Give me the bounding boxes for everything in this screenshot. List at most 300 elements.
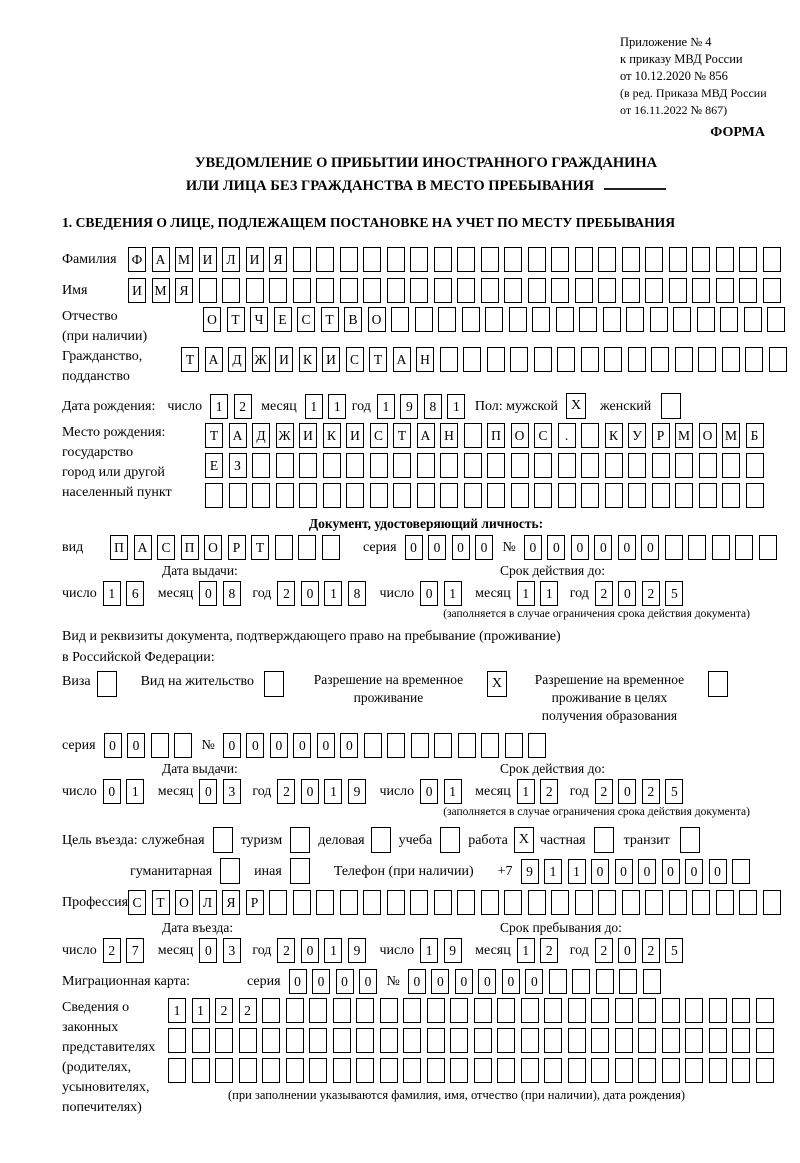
char-box[interactable]: 3 — [223, 779, 241, 804]
char-box[interactable] — [299, 483, 317, 508]
char-box[interactable]: 0 — [199, 581, 217, 606]
char-box[interactable]: И — [322, 347, 340, 372]
char-box[interactable] — [732, 998, 750, 1023]
char-box[interactable]: Ж — [276, 423, 294, 448]
char-box[interactable]: 0 — [301, 581, 319, 606]
char-box[interactable] — [403, 998, 421, 1023]
char-box[interactable]: 0 — [289, 969, 307, 994]
char-box[interactable] — [316, 890, 334, 915]
char-box[interactable]: С — [157, 535, 175, 560]
char-box[interactable] — [638, 1028, 656, 1053]
purpose-business-checkbox[interactable] — [371, 827, 391, 853]
char-box[interactable] — [333, 1058, 351, 1083]
char-box[interactable]: 0 — [104, 733, 122, 758]
char-box[interactable]: П — [181, 535, 199, 560]
char-box[interactable]: 0 — [452, 535, 470, 560]
char-box[interactable] — [286, 1058, 304, 1083]
char-box[interactable]: 1 — [568, 859, 586, 884]
char-box[interactable] — [685, 1058, 703, 1083]
char-box[interactable] — [174, 733, 192, 758]
char-box[interactable] — [528, 278, 546, 303]
char-box[interactable] — [699, 483, 717, 508]
char-box[interactable] — [598, 890, 616, 915]
char-box[interactable] — [487, 453, 505, 478]
char-box[interactable]: 0 — [615, 859, 633, 884]
char-box[interactable] — [464, 483, 482, 508]
char-box[interactable] — [722, 347, 740, 372]
char-box[interactable] — [673, 307, 691, 332]
char-box[interactable]: 1 — [210, 394, 228, 419]
char-box[interactable]: С — [297, 307, 315, 332]
char-box[interactable]: Б — [746, 423, 764, 448]
char-box[interactable]: Т — [181, 347, 199, 372]
char-box[interactable] — [434, 733, 452, 758]
char-box[interactable]: К — [299, 347, 317, 372]
char-box[interactable] — [568, 998, 586, 1023]
char-box[interactable]: 0 — [478, 969, 496, 994]
char-box[interactable]: Т — [205, 423, 223, 448]
char-box[interactable]: А — [229, 423, 247, 448]
char-box[interactable]: С — [128, 890, 146, 915]
char-box[interactable]: 0 — [618, 938, 636, 963]
char-box[interactable] — [598, 278, 616, 303]
char-box[interactable] — [622, 890, 640, 915]
char-box[interactable]: К — [323, 423, 341, 448]
char-box[interactable] — [763, 278, 781, 303]
char-box[interactable] — [340, 278, 358, 303]
char-box[interactable] — [511, 453, 529, 478]
char-box[interactable] — [434, 890, 452, 915]
char-box[interactable]: Т — [321, 307, 339, 332]
char-box[interactable] — [222, 278, 240, 303]
char-box[interactable] — [712, 535, 730, 560]
char-box[interactable]: 0 — [293, 733, 311, 758]
char-box[interactable] — [497, 1028, 515, 1053]
char-box[interactable] — [662, 1028, 680, 1053]
char-box[interactable] — [709, 998, 727, 1023]
char-box[interactable]: 0 — [571, 535, 589, 560]
char-box[interactable]: 0 — [301, 779, 319, 804]
char-box[interactable] — [581, 453, 599, 478]
char-box[interactable] — [698, 347, 716, 372]
residence-permit-checkbox[interactable] — [264, 671, 284, 697]
char-box[interactable]: 0 — [223, 733, 241, 758]
char-box[interactable] — [340, 890, 358, 915]
char-box[interactable]: 2 — [540, 779, 558, 804]
char-box[interactable]: Р — [228, 535, 246, 560]
char-box[interactable]: Д — [228, 347, 246, 372]
char-box[interactable]: В — [344, 307, 362, 332]
char-box[interactable]: 1 — [377, 394, 395, 419]
char-box[interactable] — [168, 1028, 186, 1053]
char-box[interactable] — [239, 1028, 257, 1053]
char-box[interactable] — [591, 1028, 609, 1053]
char-box[interactable]: 1 — [305, 394, 323, 419]
char-box[interactable]: 1 — [517, 938, 535, 963]
char-box[interactable] — [521, 1058, 539, 1083]
char-box[interactable]: 1 — [192, 998, 210, 1023]
char-box[interactable]: 0 — [420, 779, 438, 804]
char-box[interactable]: 2 — [277, 779, 295, 804]
char-box[interactable]: 0 — [594, 535, 612, 560]
char-box[interactable] — [528, 890, 546, 915]
char-box[interactable] — [688, 535, 706, 560]
char-box[interactable] — [403, 1028, 421, 1053]
char-box[interactable]: 9 — [348, 779, 366, 804]
char-box[interactable] — [380, 1058, 398, 1083]
char-box[interactable]: 6 — [126, 581, 144, 606]
char-box[interactable] — [628, 483, 646, 508]
char-box[interactable]: 1 — [324, 779, 342, 804]
char-box[interactable]: О — [368, 307, 386, 332]
char-box[interactable]: . — [558, 423, 576, 448]
char-box[interactable] — [763, 247, 781, 272]
char-box[interactable] — [434, 278, 452, 303]
purpose-official-checkbox[interactable] — [213, 827, 233, 853]
char-box[interactable] — [316, 278, 334, 303]
char-box[interactable] — [387, 890, 405, 915]
char-box[interactable]: 0 — [455, 969, 473, 994]
char-box[interactable]: А — [205, 347, 223, 372]
char-box[interactable] — [619, 969, 637, 994]
char-box[interactable]: 0 — [428, 535, 446, 560]
char-box[interactable]: Л — [199, 890, 217, 915]
char-box[interactable]: Ф — [128, 247, 146, 272]
purpose-other-checkbox[interactable] — [290, 858, 310, 884]
purpose-humanitarian-checkbox[interactable] — [220, 858, 240, 884]
char-box[interactable] — [199, 278, 217, 303]
char-box[interactable] — [549, 969, 567, 994]
char-box[interactable]: 9 — [400, 394, 418, 419]
char-box[interactable] — [151, 733, 169, 758]
char-box[interactable]: 2 — [595, 779, 613, 804]
char-box[interactable] — [323, 453, 341, 478]
char-box[interactable] — [756, 1028, 774, 1053]
char-box[interactable] — [474, 1058, 492, 1083]
char-box[interactable]: Н — [416, 347, 434, 372]
char-box[interactable] — [481, 278, 499, 303]
char-box[interactable] — [450, 998, 468, 1023]
char-box[interactable]: М — [152, 278, 170, 303]
char-box[interactable]: К — [605, 423, 623, 448]
char-box[interactable] — [450, 1058, 468, 1083]
char-box[interactable] — [558, 483, 576, 508]
char-box[interactable]: 8 — [348, 581, 366, 606]
char-box[interactable] — [239, 1058, 257, 1083]
char-box[interactable] — [699, 453, 717, 478]
purpose-private-checkbox[interactable] — [594, 827, 614, 853]
char-box[interactable] — [417, 483, 435, 508]
char-box[interactable] — [440, 347, 458, 372]
char-box[interactable]: 0 — [199, 779, 217, 804]
char-box[interactable] — [709, 1028, 727, 1053]
char-box[interactable]: Т — [393, 423, 411, 448]
visa-checkbox[interactable] — [97, 671, 117, 697]
char-box[interactable]: С — [346, 347, 364, 372]
char-box[interactable]: П — [110, 535, 128, 560]
char-box[interactable] — [544, 1058, 562, 1083]
char-box[interactable] — [370, 453, 388, 478]
char-box[interactable]: 0 — [524, 535, 542, 560]
char-box[interactable] — [739, 890, 757, 915]
char-box[interactable]: 9 — [444, 938, 462, 963]
char-box[interactable]: 8 — [424, 394, 442, 419]
char-box[interactable]: И — [246, 247, 264, 272]
char-box[interactable] — [716, 278, 734, 303]
char-box[interactable]: 2 — [239, 998, 257, 1023]
char-box[interactable] — [662, 1058, 680, 1083]
char-box[interactable]: 2 — [234, 394, 252, 419]
char-box[interactable] — [604, 347, 622, 372]
purpose-study-checkbox[interactable] — [440, 827, 460, 853]
char-box[interactable]: 0 — [246, 733, 264, 758]
char-box[interactable]: 0 — [618, 779, 636, 804]
char-box[interactable] — [628, 347, 646, 372]
char-box[interactable] — [645, 890, 663, 915]
char-box[interactable]: Р — [652, 423, 670, 448]
char-box[interactable] — [568, 1058, 586, 1083]
char-box[interactable]: 1 — [324, 938, 342, 963]
char-box[interactable]: 0 — [199, 938, 217, 963]
char-box[interactable] — [739, 278, 757, 303]
char-box[interactable]: 0 — [547, 535, 565, 560]
char-box[interactable] — [410, 890, 428, 915]
char-box[interactable] — [544, 1028, 562, 1053]
char-box[interactable] — [464, 423, 482, 448]
char-box[interactable] — [415, 307, 433, 332]
char-box[interactable] — [709, 1058, 727, 1083]
char-box[interactable] — [215, 1058, 233, 1083]
char-box[interactable] — [487, 483, 505, 508]
char-box[interactable] — [509, 307, 527, 332]
char-box[interactable] — [745, 347, 763, 372]
char-box[interactable] — [293, 278, 311, 303]
char-box[interactable] — [309, 1028, 327, 1053]
char-box[interactable] — [626, 307, 644, 332]
char-box[interactable] — [669, 278, 687, 303]
char-box[interactable]: 0 — [420, 581, 438, 606]
char-box[interactable]: М — [675, 423, 693, 448]
char-box[interactable] — [652, 483, 670, 508]
char-box[interactable] — [544, 998, 562, 1023]
char-box[interactable] — [662, 998, 680, 1023]
char-box[interactable] — [645, 247, 663, 272]
char-box[interactable]: 0 — [618, 535, 636, 560]
char-box[interactable] — [575, 890, 593, 915]
char-box[interactable] — [487, 347, 505, 372]
char-box[interactable] — [387, 733, 405, 758]
char-box[interactable] — [534, 347, 552, 372]
char-box[interactable] — [722, 453, 740, 478]
char-box[interactable] — [692, 247, 710, 272]
char-box[interactable]: 5 — [665, 581, 683, 606]
char-box[interactable] — [269, 890, 287, 915]
char-box[interactable] — [387, 278, 405, 303]
char-box[interactable] — [463, 347, 481, 372]
char-box[interactable] — [581, 483, 599, 508]
char-box[interactable] — [716, 890, 734, 915]
char-box[interactable]: 0 — [405, 535, 423, 560]
char-box[interactable] — [685, 1028, 703, 1053]
char-box[interactable] — [485, 307, 503, 332]
char-box[interactable]: 1 — [168, 998, 186, 1023]
char-box[interactable]: Т — [369, 347, 387, 372]
char-box[interactable]: 9 — [521, 859, 539, 884]
char-box[interactable] — [638, 1058, 656, 1083]
char-box[interactable] — [457, 247, 475, 272]
char-box[interactable] — [192, 1058, 210, 1083]
char-box[interactable] — [364, 733, 382, 758]
char-box[interactable]: 1 — [544, 859, 562, 884]
char-box[interactable] — [697, 307, 715, 332]
char-box[interactable]: 2 — [215, 998, 233, 1023]
char-box[interactable]: 0 — [662, 859, 680, 884]
char-box[interactable]: Е — [205, 453, 223, 478]
char-box[interactable]: А — [152, 247, 170, 272]
char-box[interactable] — [269, 278, 287, 303]
char-box[interactable]: О — [175, 890, 193, 915]
char-box[interactable] — [229, 483, 247, 508]
char-box[interactable]: О — [511, 423, 529, 448]
char-box[interactable]: Ж — [252, 347, 270, 372]
char-box[interactable] — [262, 1058, 280, 1083]
char-box[interactable]: 0 — [641, 535, 659, 560]
char-box[interactable] — [675, 483, 693, 508]
char-box[interactable] — [505, 733, 523, 758]
char-box[interactable] — [497, 998, 515, 1023]
char-box[interactable] — [286, 998, 304, 1023]
char-box[interactable]: Л — [222, 247, 240, 272]
char-box[interactable] — [438, 307, 456, 332]
char-box[interactable]: 3 — [223, 938, 241, 963]
char-box[interactable] — [322, 535, 340, 560]
char-box[interactable] — [363, 278, 381, 303]
char-box[interactable] — [575, 278, 593, 303]
char-box[interactable] — [481, 247, 499, 272]
char-box[interactable] — [756, 1058, 774, 1083]
char-box[interactable] — [603, 307, 621, 332]
char-box[interactable] — [615, 998, 633, 1023]
char-box[interactable]: Р — [246, 890, 264, 915]
char-box[interactable]: 1 — [517, 581, 535, 606]
char-box[interactable] — [440, 453, 458, 478]
char-box[interactable]: 2 — [540, 938, 558, 963]
char-box[interactable]: Д — [252, 423, 270, 448]
char-box[interactable]: 0 — [359, 969, 377, 994]
char-box[interactable] — [298, 535, 316, 560]
char-box[interactable] — [293, 247, 311, 272]
char-box[interactable]: Т — [152, 890, 170, 915]
char-box[interactable] — [356, 1028, 374, 1053]
char-box[interactable] — [521, 1028, 539, 1053]
char-box[interactable] — [457, 278, 475, 303]
char-box[interactable]: 0 — [431, 969, 449, 994]
char-box[interactable] — [685, 998, 703, 1023]
char-box[interactable] — [262, 1028, 280, 1053]
char-box[interactable] — [356, 1058, 374, 1083]
char-box[interactable]: И — [128, 278, 146, 303]
char-box[interactable]: 0 — [591, 859, 609, 884]
char-box[interactable] — [638, 998, 656, 1023]
char-box[interactable] — [356, 998, 374, 1023]
char-box[interactable]: О — [203, 307, 221, 332]
char-box[interactable] — [450, 1028, 468, 1053]
char-box[interactable] — [557, 347, 575, 372]
char-box[interactable] — [286, 1028, 304, 1053]
char-box[interactable] — [276, 453, 294, 478]
char-box[interactable] — [504, 278, 522, 303]
char-box[interactable]: 2 — [595, 938, 613, 963]
char-box[interactable] — [652, 453, 670, 478]
char-box[interactable] — [391, 307, 409, 332]
char-box[interactable]: Т — [251, 535, 269, 560]
char-box[interactable] — [622, 278, 640, 303]
char-box[interactable] — [746, 483, 764, 508]
char-box[interactable] — [665, 535, 683, 560]
char-box[interactable]: И — [199, 247, 217, 272]
char-box[interactable] — [534, 483, 552, 508]
char-box[interactable] — [581, 423, 599, 448]
char-box[interactable] — [333, 998, 351, 1023]
char-box[interactable] — [669, 890, 687, 915]
char-box[interactable]: У — [628, 423, 646, 448]
char-box[interactable] — [651, 347, 669, 372]
char-box[interactable]: А — [134, 535, 152, 560]
char-box[interactable]: 0 — [301, 938, 319, 963]
char-box[interactable] — [510, 347, 528, 372]
char-box[interactable] — [669, 247, 687, 272]
char-box[interactable]: Е — [274, 307, 292, 332]
char-box[interactable] — [309, 1058, 327, 1083]
sex-male-checkbox[interactable]: X — [566, 393, 586, 419]
char-box[interactable] — [457, 890, 475, 915]
char-box[interactable] — [568, 1028, 586, 1053]
char-box[interactable]: П — [487, 423, 505, 448]
char-box[interactable] — [462, 307, 480, 332]
char-box[interactable]: 1 — [420, 938, 438, 963]
char-box[interactable]: 0 — [475, 535, 493, 560]
char-box[interactable]: 0 — [317, 733, 335, 758]
char-box[interactable] — [722, 483, 740, 508]
char-box[interactable] — [605, 483, 623, 508]
char-box[interactable] — [474, 998, 492, 1023]
char-box[interactable]: 8 — [223, 581, 241, 606]
char-box[interactable] — [739, 247, 757, 272]
char-box[interactable]: 0 — [103, 779, 121, 804]
char-box[interactable] — [556, 307, 574, 332]
char-box[interactable] — [591, 998, 609, 1023]
char-box[interactable]: Н — [440, 423, 458, 448]
char-box[interactable] — [346, 453, 364, 478]
char-box[interactable]: М — [722, 423, 740, 448]
char-box[interactable] — [215, 1028, 233, 1053]
char-box[interactable]: А — [393, 347, 411, 372]
char-box[interactable]: 1 — [447, 394, 465, 419]
char-box[interactable]: 0 — [270, 733, 288, 758]
char-box[interactable]: 2 — [277, 938, 295, 963]
char-box[interactable] — [299, 453, 317, 478]
char-box[interactable] — [168, 1058, 186, 1083]
char-box[interactable] — [393, 483, 411, 508]
char-box[interactable]: 0 — [525, 969, 543, 994]
char-box[interactable]: С — [370, 423, 388, 448]
char-box[interactable] — [481, 890, 499, 915]
char-box[interactable] — [551, 247, 569, 272]
char-box[interactable] — [427, 1028, 445, 1053]
char-box[interactable] — [692, 278, 710, 303]
char-box[interactable] — [497, 1058, 515, 1083]
char-box[interactable] — [744, 307, 762, 332]
